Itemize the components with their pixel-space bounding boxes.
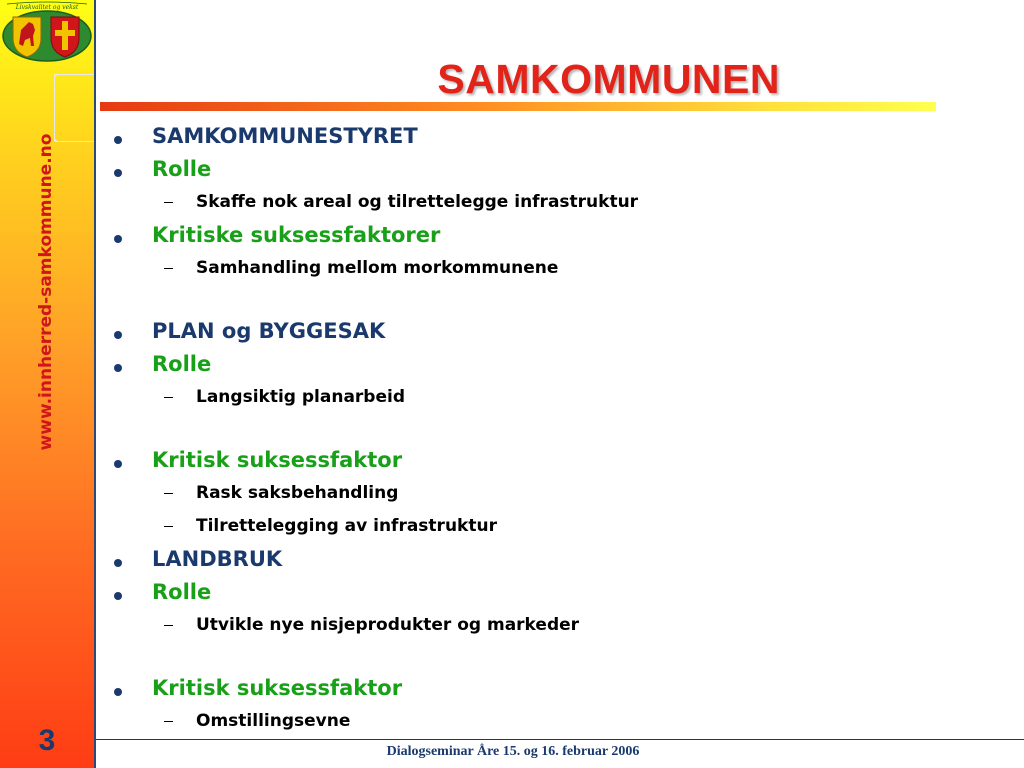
bullet-dot-icon bbox=[114, 559, 122, 567]
bullet-item bbox=[112, 317, 992, 350]
bullet-heading: Rolle bbox=[152, 157, 212, 181]
bullet-dot-icon bbox=[114, 169, 122, 177]
sub-bullet-text: Utvikle nye nisjeprodukter og markeder bbox=[196, 615, 580, 635]
bullet-list bbox=[112, 122, 992, 740]
svg-text:Livskvalitet og vekst: Livskvalitet og vekst bbox=[15, 4, 79, 11]
footer-text: Dialogseminar Åre 15. og 16. februar 2006 bbox=[386, 744, 640, 759]
dash-icon bbox=[164, 397, 173, 398]
sub-bullet-item bbox=[112, 479, 992, 512]
municipality-logo bbox=[1, 0, 93, 64]
bullet-heading: LANDBRUK bbox=[152, 547, 283, 571]
bullet-dot-icon bbox=[114, 331, 122, 339]
dash-icon bbox=[164, 493, 173, 494]
dash-icon bbox=[164, 721, 173, 722]
slide-title: SAMKOMMUNEN bbox=[437, 56, 780, 102]
bullet-heading: Kritisk suksessfaktor bbox=[152, 676, 403, 700]
bullet-item bbox=[112, 545, 992, 578]
dash-icon bbox=[164, 202, 173, 203]
dash-icon bbox=[164, 625, 173, 626]
bullet-heading: SAMKOMMUNESTYRET bbox=[152, 124, 418, 148]
sub-bullet-text: Tilrettelegging av infrastruktur bbox=[196, 516, 497, 536]
bullet-dot-icon bbox=[114, 592, 122, 600]
bullet-item bbox=[112, 674, 992, 707]
sub-bullet-text: Omstillingsevne bbox=[196, 711, 351, 731]
bullet-dot-icon bbox=[114, 136, 122, 144]
bullet-heading: Kritisk suksessfaktor bbox=[152, 448, 403, 472]
bullet-heading: Rolle bbox=[152, 352, 212, 376]
bullet-dot-icon bbox=[114, 460, 122, 468]
sub-bullet-item bbox=[112, 254, 992, 287]
sub-bullet-text: Samhandling mellom morkommunene bbox=[196, 258, 559, 278]
bullet-item bbox=[112, 155, 992, 188]
sub-bullet-item bbox=[112, 611, 992, 644]
sub-bullet-text: Skaffe nok areal og tilrettelegge infrastruktur bbox=[196, 192, 639, 212]
bullet-dot-icon bbox=[114, 364, 122, 372]
bullet-heading: Kritiske suksessfaktorer bbox=[152, 223, 441, 247]
footer-divider bbox=[96, 739, 1024, 740]
bullet-item bbox=[112, 350, 992, 383]
bullet-item bbox=[112, 578, 992, 611]
sub-bullet-item bbox=[112, 188, 992, 221]
website-url: www.innherred-samkommune.no bbox=[36, 133, 56, 451]
sub-bullet-item bbox=[112, 512, 992, 545]
dash-icon bbox=[164, 526, 173, 527]
bullet-heading: PLAN og BYGGESAK bbox=[152, 319, 386, 343]
bullet-dot-icon bbox=[114, 235, 122, 243]
sub-bullet-item bbox=[112, 383, 992, 416]
bullet-item bbox=[112, 221, 992, 254]
dash-icon bbox=[164, 268, 173, 269]
sub-bullet-item bbox=[112, 707, 992, 740]
sub-bullet-text: Rask saksbehandling bbox=[196, 483, 399, 503]
bullet-item bbox=[112, 122, 992, 155]
bullet-dot-icon bbox=[114, 688, 122, 696]
sub-bullet-text: Langsiktig planarbeid bbox=[196, 387, 405, 407]
bullet-heading: Rolle bbox=[152, 580, 212, 604]
bullet-item bbox=[112, 446, 992, 479]
slide-number: 3 bbox=[38, 724, 56, 757]
